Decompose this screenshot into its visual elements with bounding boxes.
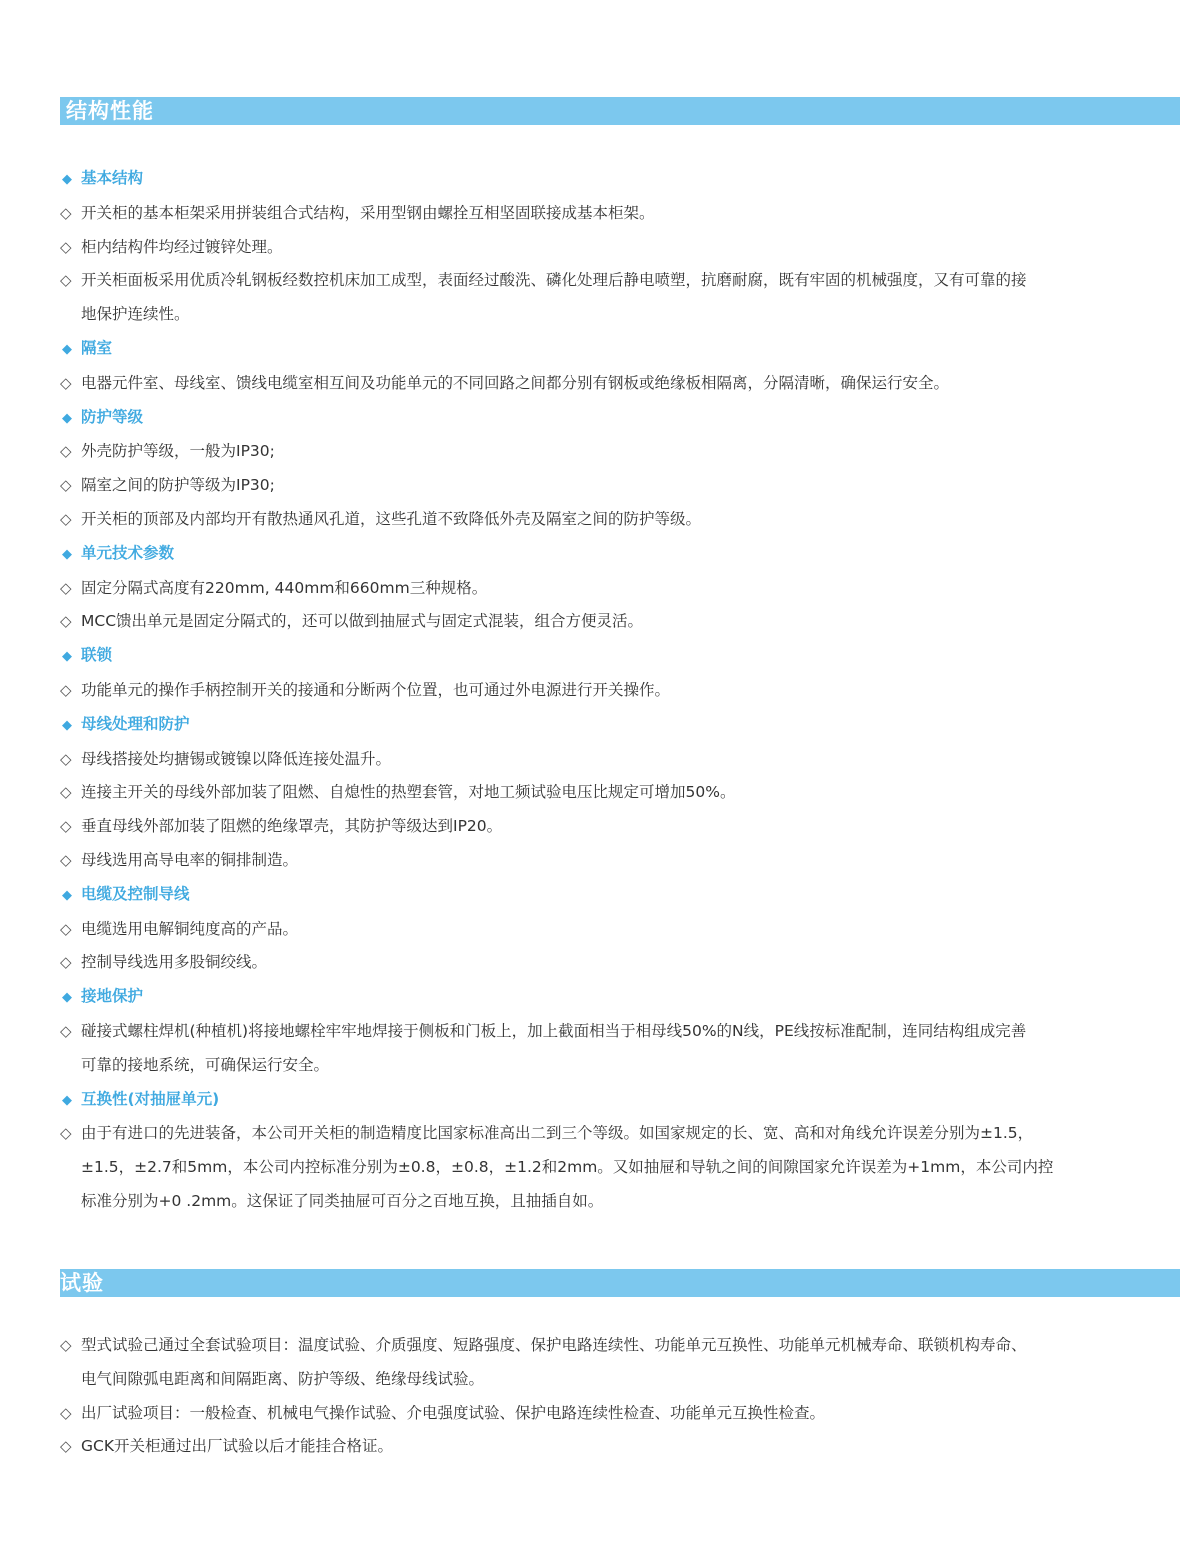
list-item [60, 605, 1184, 639]
item-text: 出厂试验项目：一般检查、机械电气操作试验、介电强度试验、保护电路连续性检查、功能单元互换性检查。 [81, 1403, 826, 1422]
item-text: 标准分别为+0 .2mm。这保证了同类抽屉可百分之百地互换，且抽插自如。 [81, 1191, 604, 1210]
list-item [60, 913, 1184, 947]
item-text: MCC馈出单元是固定分隔式的，还可以做到抽屉式与固定式混装，组合方便灵活。 [81, 612, 644, 631]
list-item [60, 1397, 1184, 1431]
item-text: 母线搭接处均搪锡或镀镍以降低连接处温升。 [81, 749, 392, 768]
diamond-outline-icon: ◇ [60, 442, 72, 461]
diamond-outline-icon: ◇ [60, 850, 72, 869]
diamond-filled-icon: ◆ [62, 1092, 72, 1108]
item-text: 功能单元的操作手柄控制开关的接通和分断两个位置，也可通过外电源进行开关操作。 [81, 680, 671, 699]
diamond-outline-icon: ◇ [60, 1437, 72, 1456]
diamond-outline-icon: ◇ [60, 817, 72, 836]
diamond-outline-icon: ◇ [60, 476, 72, 495]
item-text: 固定分隔式高度有220mm, 440mm和660mm三种规格。 [81, 578, 488, 597]
subsection-heading [60, 980, 1184, 1015]
list-item [60, 674, 1184, 708]
item-text: 隔室之间的防护等级为IP30; [81, 476, 275, 495]
list-item [60, 810, 1184, 844]
diamond-filled-icon: ◆ [62, 172, 72, 187]
item-text: 由于有进口的先进装备，本公司开关柜的制造精度比国家标准高出二到三个等级。如国家规定的长、宽、高和对角线允许误差分别为±1.5， [81, 1124, 1034, 1143]
list-item-continuation [60, 1363, 1184, 1397]
diamond-filled-icon: ◆ [62, 887, 72, 903]
diamond-outline-icon: ◇ [60, 1336, 72, 1354]
diamond-outline-icon: ◇ [60, 953, 72, 972]
diamond-filled-icon: ◆ [62, 649, 72, 665]
item-text: 连接主开关的母线外部加装了阻燃、自熄性的热塑套管，对地工频试验电压比规定可增加50%。 [81, 783, 736, 802]
diamond-filled-icon: ◆ [62, 341, 72, 357]
diamond-outline-icon: ◇ [60, 783, 72, 802]
item-text: ±1.5，±2.7和5mm，本公司内控标准分别为±0.8，±0.8，±1.2和2mm。又如抽屉和导轨之间的间隙国家允许误差为+1mm，本公司内控 [81, 1158, 1054, 1177]
list-item-continuation [60, 1151, 1184, 1185]
diamond-outline-icon: ◇ [60, 373, 72, 392]
list-item [60, 1015, 1184, 1049]
section-header-tests [60, 1269, 1180, 1297]
heading-text: 基本结构 [81, 169, 144, 187]
item-text: 控制导线选用多股铜绞线。 [81, 953, 268, 972]
subsection-heading [60, 639, 1184, 674]
list-item [60, 264, 1184, 298]
heading-text: 母线处理和防护 [81, 714, 190, 733]
list-item [60, 503, 1184, 537]
item-text: 外壳防护等级，一般为IP30; [81, 442, 275, 461]
list-item [60, 1430, 1184, 1464]
list-item [60, 435, 1184, 469]
heading-text: 隔室 [81, 338, 113, 357]
diamond-filled-icon: ◆ [62, 546, 72, 562]
subsection-heading [60, 332, 1184, 367]
diamond-outline-icon: ◇ [60, 749, 72, 768]
list-item [60, 1117, 1184, 1151]
diamond-outline-icon: ◇ [60, 578, 72, 597]
list-item [60, 776, 1184, 810]
list-item [60, 197, 1184, 231]
item-text: 电气间隙弧电距离和间隔距离、防护等级、绝缘母线试验。 [81, 1369, 485, 1388]
subsection-heading [60, 162, 1184, 197]
structure-content [60, 162, 1184, 1219]
list-item-continuation [60, 1049, 1184, 1083]
list-item [60, 367, 1184, 401]
subsection-heading [60, 878, 1184, 913]
item-text: 开关柜面板采用优质冷轧钢板经数控机床加工成型，表面经过酸洗、磷化处理后静电喷塑，抗磨耐腐，既有牢固的机械强度，又有可靠的接 [81, 271, 1027, 290]
item-text: 地保护连续性。 [81, 305, 190, 324]
list-item [60, 743, 1184, 777]
item-text: 开关柜的基本柜架采用拼装组合式结构，采用型钢由螺拴互相坚固联接成基本柜架。 [81, 203, 655, 222]
item-text: 电器元件室、母线室、馈线电缆室相互间及功能单元的不同回路之间都分别有钢板或绝缘板相隔离，分隔清晰，确保运行安全。 [81, 373, 950, 392]
list-item [60, 1329, 1184, 1363]
item-text: 碰接式螺柱焊机(种植机)将接地螺栓牢牢地焊接于侧板和门板上，加上截面相当于相母线50%的N线，PE线按标准配制，连同结构组成完善 [81, 1021, 1027, 1040]
item-text: 母线选用高导电率的铜排制造。 [81, 850, 299, 869]
subsection-heading [60, 537, 1184, 572]
diamond-outline-icon: ◇ [60, 1021, 72, 1040]
heading-text: 联锁 [81, 646, 113, 665]
list-item-continuation [60, 1185, 1184, 1219]
diamond-filled-icon: ◆ [62, 717, 72, 733]
heading-text: 接地保护 [81, 987, 144, 1006]
item-text: 柜内结构件均经过镀锌处理。 [81, 237, 283, 256]
diamond-outline-icon: ◇ [60, 612, 72, 631]
subsection-heading [60, 1083, 1184, 1118]
diamond-filled-icon: ◆ [62, 990, 72, 1006]
diamond-outline-icon: ◇ [60, 1403, 72, 1422]
list-item [60, 844, 1184, 878]
list-item [60, 572, 1184, 606]
list-item [60, 469, 1184, 503]
section-title: 试验 [60, 1271, 104, 1295]
item-text: 型式试验己通过全套试验项目：温度试验、介质强度、短路强度、保护电路连续性、功能单元互换性、功能单元机械寿命、联锁机构寿命、 [81, 1336, 1027, 1354]
item-text: 电缆选用电解铜纯度高的产品。 [81, 919, 299, 938]
heading-text: 互换性(对抽屉单元) [81, 1089, 220, 1108]
list-item-continuation [60, 298, 1184, 332]
subsection-heading [60, 708, 1184, 743]
heading-text: 单元技术参数 [81, 543, 175, 562]
diamond-outline-icon: ◇ [60, 271, 72, 290]
item-text: 可靠的接地系统，可确保运行安全。 [81, 1055, 330, 1074]
list-item [60, 231, 1184, 265]
diamond-filled-icon: ◆ [62, 410, 72, 426]
item-text: GCK开关柜通过出厂试验以后才能挂合格证。 [81, 1437, 393, 1456]
diamond-outline-icon: ◇ [60, 1124, 72, 1143]
diamond-outline-icon: ◇ [60, 680, 72, 699]
section-header-structure [60, 97, 1180, 125]
section-title: 结构性能 [66, 99, 154, 123]
list-item [60, 946, 1184, 980]
diamond-outline-icon: ◇ [60, 919, 72, 938]
item-text: 垂直母线外部加装了阻燃的绝缘罩壳，其防护等级达到IP20。 [81, 817, 503, 836]
tests-content [60, 1329, 1184, 1464]
diamond-outline-icon: ◇ [60, 203, 72, 222]
heading-text: 防护等级 [81, 407, 144, 426]
heading-text: 电缆及控制导线 [81, 884, 190, 903]
item-text: 开关柜的顶部及内部均开有散热通风孔道，这些孔道不致降低外壳及隔室之间的防护等级。 [81, 509, 702, 528]
subsection-heading [60, 401, 1184, 436]
diamond-outline-icon: ◇ [60, 509, 72, 528]
diamond-outline-icon: ◇ [60, 237, 72, 256]
